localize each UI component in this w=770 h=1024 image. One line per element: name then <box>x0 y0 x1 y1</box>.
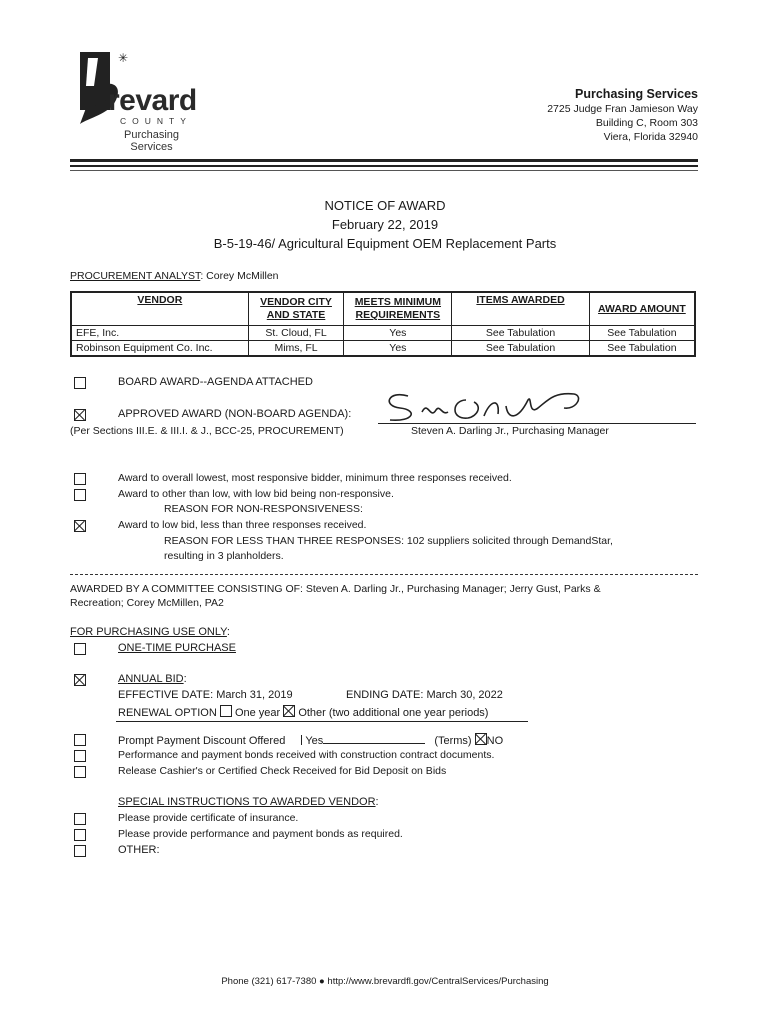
award-option-2: Award to other than low, with low bid being non-responsive. <box>118 488 394 500</box>
table-header-row <box>71 292 695 326</box>
prompt-payment-checkbox[interactable] <box>74 734 86 746</box>
address-line-2: Building C, Room 303 <box>595 117 698 129</box>
logo-purchasing: Purchasing <box>124 129 180 141</box>
committee-line-1: AWARDED BY A COMMITTEE CONSISTING OF: Steven A. Darling Jr., Purchasing Manager; Jerry Gust, Parks & <box>70 583 601 595</box>
one-time-purchase-label: ONE-TIME PURCHASE <box>118 642 236 654</box>
board-award-checkbox[interactable] <box>74 377 86 389</box>
cell-meets: Yes <box>344 326 452 341</box>
table-row <box>71 341 695 357</box>
reason-less-than-three: REASON FOR LESS THAN THREE RESPONSES: 102 suppliers solicited through DemandStar, <box>164 535 613 547</box>
cashier-check-checkbox[interactable] <box>74 766 86 778</box>
ending-date: ENDING DATE: March 30, 2022 <box>346 689 503 701</box>
th-vendor: VENDOR <box>71 292 248 326</box>
dashed-divider <box>70 574 698 575</box>
signer-name: Steven A. Darling Jr., Purchasing Manager <box>411 425 609 437</box>
notice-date: February 22, 2019 <box>331 217 439 232</box>
notice-bid: B-5-19-46/ Agricultural Equipment OEM Replacement Parts <box>213 236 557 251</box>
prompt-payment-label: Prompt Payment Discount Offered <box>118 735 286 747</box>
terms-label: (Terms) <box>434 735 472 747</box>
renewal-one-year-label: One year <box>234 707 281 719</box>
prompt-yes-checkbox[interactable] <box>291 735 302 745</box>
reason-planholders: resulting in 3 planholders. <box>164 550 284 562</box>
th-award-amount: AWARD AMOUNT <box>589 292 695 326</box>
special-item-2: Please provide performance and payment bonds as required. <box>118 828 403 840</box>
th-items-awarded: ITEMS AWARDED <box>452 292 589 326</box>
sections-note: (Per Sections III.E. & III.I. & J., BCC-25, PROCUREMENT) <box>70 425 344 437</box>
award-option-3: Award to low bid, less than three responses received. <box>118 519 367 531</box>
renewal-option-row <box>118 705 488 719</box>
award-option-1: Award to overall lowest, most responsive bidder, minimum three responses received. <box>118 472 512 484</box>
analyst-label: PROCUREMENT ANALYST <box>70 270 201 282</box>
analyst-name: : Corey McMillen <box>200 270 279 282</box>
award-option-2-checkbox[interactable] <box>74 489 86 501</box>
procurement-analyst <box>70 270 279 282</box>
table-row <box>71 326 695 341</box>
board-award-label: BOARD AWARD--AGENDA ATTACHED <box>118 376 313 388</box>
purchasing-use-heading: FOR PURCHASING USE ONLY: <box>70 626 230 638</box>
cell-amount: See Tabulation <box>589 326 695 341</box>
cell-vendor: Robinson Equipment Co. Inc. <box>71 341 248 357</box>
bonds-label: Performance and payment bonds received with construction contract documents. <box>118 749 495 761</box>
non-responsiveness-reason: REASON FOR NON-RESPONSIVENESS: <box>164 503 363 515</box>
special-instructions-label: SPECIAL INSTRUCTIONS TO AWARDED VENDOR <box>118 796 376 808</box>
cell-vendor: EFE, Inc. <box>71 326 248 341</box>
prompt-yes-label: Yes <box>305 735 324 747</box>
footer-contact: Phone (321) 617-7380 ● http://www.brevardfl.gov/CentralServices/Purchasing <box>221 976 549 987</box>
special-item-3: OTHER: <box>118 844 160 856</box>
terms-blank[interactable] <box>323 743 425 744</box>
org-title: Purchasing Services <box>575 87 698 101</box>
renewal-other-checkbox[interactable] <box>283 705 295 717</box>
special-item-2-checkbox[interactable] <box>74 829 86 841</box>
svg-text:✳: ✳ <box>118 51 128 65</box>
cashier-check-label: Release Cashier's or Certified Check Received for Bid Deposit on Bids <box>118 765 447 777</box>
notice-title: NOTICE OF AWARD <box>324 198 446 213</box>
bonds-checkbox[interactable] <box>74 750 86 762</box>
renewal-underline <box>116 721 528 722</box>
signature-line <box>378 423 696 424</box>
cell-items: See Tabulation <box>452 341 589 357</box>
special-instructions-heading: SPECIAL INSTRUCTIONS TO AWARDED VENDOR: <box>118 796 379 808</box>
address-line-3: Viera, Florida 32940 <box>603 131 698 143</box>
award-option-3-checkbox[interactable] <box>74 520 86 532</box>
signature-icon <box>378 386 598 426</box>
cell-amount: See Tabulation <box>589 341 695 357</box>
header-address-block <box>547 86 698 144</box>
logo-county-text: COUNTY <box>120 116 192 126</box>
header-rule-thick <box>70 159 698 162</box>
header-rule-mid <box>70 165 698 167</box>
annual-bid-label: ANNUAL BID <box>118 673 184 685</box>
th-meets-min: MEETS MINIMUM REQUIREMENTS <box>344 292 452 326</box>
renewal-other-label: Other (two additional one year periods) <box>298 707 489 719</box>
annual-bid-heading: ANNUAL BID: <box>118 673 187 685</box>
logo-department <box>124 129 179 153</box>
purchasing-use-label: FOR PURCHASING USE ONLY <box>70 626 227 638</box>
logo-wordmark: revard <box>108 84 197 117</box>
effective-date: EFFECTIVE DATE: March 31, 2019 <box>118 689 293 701</box>
committee-line-2: Recreation; Corey McMillen, PA2 <box>70 597 224 609</box>
prompt-no-checkbox[interactable] <box>475 733 487 745</box>
th-city-state: VENDOR CITY AND STATE <box>248 292 344 326</box>
cell-items: See Tabulation <box>452 326 589 341</box>
special-item-1: Please provide certificate of insurance. <box>118 812 299 824</box>
logo-services: Services <box>130 141 173 153</box>
header-rule-thin <box>70 170 698 171</box>
cell-city: St. Cloud, FL <box>248 326 344 341</box>
special-item-3-checkbox[interactable] <box>74 845 86 857</box>
prompt-payment-row <box>118 733 503 747</box>
cell-meets: Yes <box>344 341 452 357</box>
renewal-one-year-checkbox[interactable] <box>220 705 232 717</box>
one-time-purchase-checkbox[interactable] <box>74 643 86 655</box>
vendor-table <box>70 291 696 357</box>
address-line-1: 2725 Judge Fran Jamieson Way <box>547 103 698 115</box>
cell-city: Mims, FL <box>248 341 344 357</box>
approved-award-checkbox[interactable] <box>74 409 86 421</box>
prompt-no-label: NO <box>486 735 504 747</box>
renewal-option-label: RENEWAL OPTION <box>118 707 217 719</box>
special-item-1-checkbox[interactable] <box>74 813 86 825</box>
annual-bid-checkbox[interactable] <box>74 674 86 686</box>
approved-award-label: APPROVED AWARD (NON-BOARD AGENDA): <box>118 408 352 420</box>
award-option-1-checkbox[interactable] <box>74 473 86 485</box>
